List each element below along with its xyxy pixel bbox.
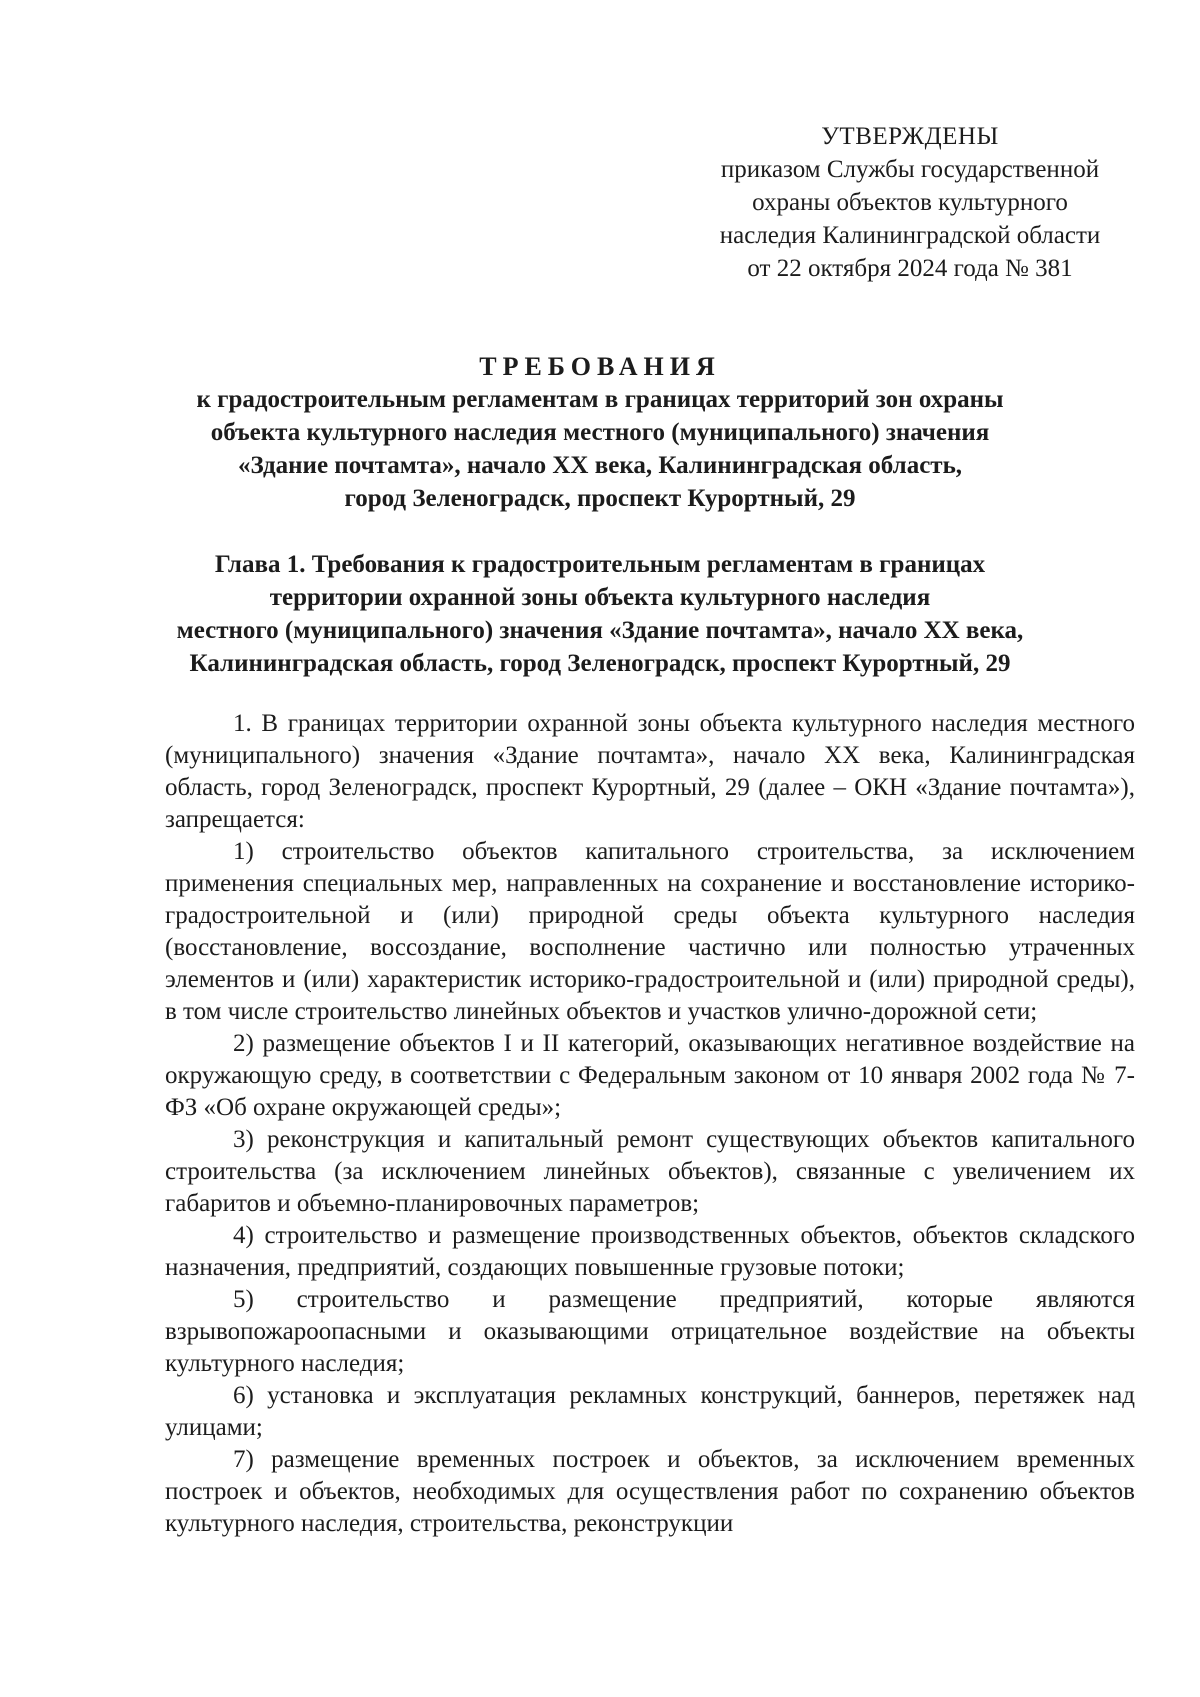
approval-line: от 22 октября 2024 года № 381 [747, 255, 1073, 282]
paragraph: 1. В границах территории охранной зоны объекта культурного наследия местного (муниципального) значения «Здание почтамта», начало XX века, Калининградская область, город Зеленоградск, проспект Курортный, 29 (далее – ОКН «Здание почтамта»), запрещается: [165, 710, 1135, 833]
chapter-line: Глава 1. Требования к градостроительным регламентам в границах [214, 551, 986, 578]
title-line: «Здание почтамта», начало XX века, Калининградская область, [237, 452, 963, 479]
title-heading: ТРЕБОВАНИЯ [479, 352, 721, 381]
paragraph: 4) строительство и размещение производственных объектов, объектов складского назначения, предприятий, создающих повышенные грузовые потоки; [165, 1222, 1135, 1281]
paragraph: 1) строительство объектов капитального строительства, за исключением применения специальных мер, направленных на сохранение и восстановление историко-градостроительной и (или) природной среды объекта культурного наследия (восстановление, воссоздание, восполнение частично или полностью утраченных элементов и (или) характеристик историко-градостроительной и (или) природной среды), в том числе строительство линейных объектов и участков улично-дорожной сети; [165, 838, 1135, 1025]
paragraph: 5) строительство и размещение предприятий, которые являются взрывопожароопасными и оказывающими отрицательное воздействие на объекты культурного наследия; [165, 1286, 1135, 1377]
approval-line: приказом Службы государственной [720, 156, 1100, 183]
document-title [150, 350, 1050, 515]
paragraph: 7) размещение временных построек и объектов, за исключением временных построек и объектов, необходимых для осуществления работ по сохранению объектов культурного наследия, строительства, реконструкции [165, 1446, 1135, 1537]
paragraph: 2) размещение объектов I и II категорий, оказывающих негативное воздействие на окружающую среду, в соответствии с Федеральным законом от 10 января 2002 года № 7-ФЗ «Об охране окружающей среды»; [165, 1030, 1135, 1121]
body-text [165, 708, 1135, 1540]
chapter-line: территории охранной зоны объекта культурного наследия [269, 584, 931, 611]
chapter-line: Калининградская область, город Зеленоградск, проспект Курортный, 29 [189, 650, 1011, 677]
title-line: к градостроительным регламентам в границах территорий зон охраны [196, 386, 1004, 413]
approval-line: наследия Калининградской области [719, 222, 1101, 249]
approval-stamp [690, 120, 1130, 285]
chapter-line: местного (муниципального) значения «Здание почтамта», начало XX века, [176, 617, 1024, 644]
approval-line: охраны объектов культурного [752, 189, 1068, 216]
title-line: город Зеленоградск, проспект Курортный, 29 [344, 485, 856, 512]
paragraph: 6) установка и эксплуатация рекламных конструкций, баннеров, перетяжек над улицами; [165, 1382, 1135, 1441]
approval-heading: УТВЕРЖДЕНЫ [821, 123, 999, 150]
chapter-heading [150, 548, 1050, 680]
title-line: объекта культурного наследия местного (муниципального) значения [210, 419, 990, 446]
paragraph: 3) реконструкция и капитальный ремонт существующих объектов капитального строительства (за исключением линейных объектов), связанные с увеличением их габаритов и объемно-планировочных параметров; [165, 1126, 1135, 1217]
